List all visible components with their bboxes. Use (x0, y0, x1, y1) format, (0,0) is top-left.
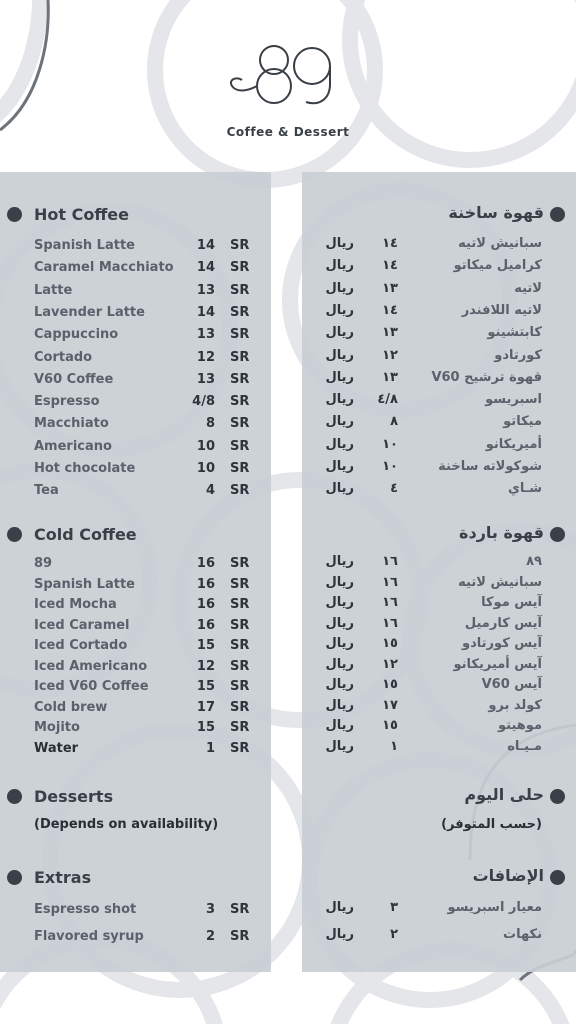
menu-item-row-ar (302, 718, 576, 738)
menu-item-name: Iced Caramel (34, 617, 130, 633)
section-bullet (550, 527, 565, 542)
menu-item-price: 2 (205, 928, 215, 944)
menu-item-name-ar: آيس V60 (481, 677, 542, 692)
menu-item-row-ar (302, 698, 576, 718)
menu-item-name: Iced Americano (34, 658, 148, 674)
menu-item-name-ar: قهوة ترشيح V60 (431, 369, 542, 385)
menu-item-name-ar: معيار اسبريسو (447, 900, 542, 915)
menu-item-price-ar: ١٣ (382, 369, 398, 385)
menu-item-price: 16 (196, 617, 215, 633)
menu-item-price: 3 (205, 902, 215, 917)
menu-item-row (0, 439, 271, 459)
menu-item-row-ar (302, 370, 576, 390)
menu-item-name: Hot chocolate (34, 461, 136, 476)
menu-item-row (0, 416, 271, 436)
currency-label: SR (230, 461, 250, 476)
menu-item-price-ar: ١ (390, 738, 398, 754)
menu-item-name: Iced V60 Coffee (34, 679, 149, 694)
menu-item-price: 14 (196, 238, 215, 253)
currency-label: SR (230, 658, 250, 674)
menu-item-price: 15 (196, 679, 215, 694)
menu-item-name-ar: شـاي (507, 481, 542, 497)
menu-item-row-ar (302, 414, 576, 434)
logo-mark (226, 40, 350, 110)
menu-item-name: V60 Coffee (34, 371, 114, 387)
menu-item-name-ar: نكهات (503, 926, 542, 942)
currency-label-ar: ريال (325, 697, 354, 713)
menu-item-row-ar (302, 281, 576, 301)
menu-item-price: 8 (205, 416, 215, 432)
currency-label-ar: ريال (325, 369, 354, 385)
menu-item-row-ar (302, 554, 576, 574)
menu-item-row (0, 679, 271, 699)
menu-item-name-ar: آيس موكا (481, 595, 542, 610)
menu-item-name: Iced Mocha (34, 597, 117, 612)
section-title-cold-coffee: Cold Coffee (34, 525, 137, 544)
menu-item-row-ar (302, 657, 576, 677)
menu-item-price: 12 (196, 349, 215, 365)
menu-item-name: Mojito (34, 720, 80, 735)
menu-item-price: 17 (196, 699, 215, 715)
menu-item-price-ar: ١٦ (382, 595, 398, 610)
section-bullet (550, 789, 565, 804)
currency-label: SR (230, 438, 250, 454)
menu-item-price-ar: ١٧ (382, 697, 398, 713)
menu-item-row (0, 577, 271, 597)
menu-item-row-ar (302, 325, 576, 345)
currency-label: SR (230, 394, 250, 410)
menu-item-price-ar: ١٣ (382, 280, 398, 296)
menu-item-name-ar: مـيـاه (507, 738, 542, 754)
menu-item-price-ar: ١٥ (382, 718, 398, 733)
section-title-hot-coffee-ar: قهوة ساخنة (448, 203, 544, 222)
currency-label-ar: ريال (325, 718, 354, 733)
menu-item-row-ar (302, 258, 576, 278)
menu-item-row (0, 483, 271, 503)
menu-item-price: 4/8 (192, 394, 215, 410)
section-title-extras-ar: الإضافات (472, 866, 544, 885)
menu-item-row (0, 929, 271, 949)
currency-label-ar: ريال (325, 615, 354, 631)
menu-item-row-ar (302, 459, 576, 479)
menu-item-price: 16 (196, 576, 215, 592)
currency-label: SR (230, 928, 250, 944)
menu-item-name: Lavender Latte (34, 304, 145, 320)
menu-item-row-ar (302, 900, 576, 920)
currency-label-ar: ريال (325, 236, 354, 251)
menu-item-price: 16 (196, 597, 215, 612)
menu-item-row (0, 350, 271, 370)
menu-item-price: 13 (196, 327, 215, 343)
menu-item-price-ar: ١٤ (382, 258, 398, 274)
menu-item-row-ar (302, 739, 576, 759)
currency-label: SR (230, 597, 250, 612)
currency-label-ar: ريال (325, 436, 354, 452)
section-bullet (550, 207, 565, 222)
menu-item-price-ar: ١٦ (382, 574, 398, 590)
menu-item-price: 13 (196, 371, 215, 387)
currency-label-ar: ريال (325, 900, 354, 915)
currency-label: SR (230, 282, 250, 298)
menu-item-row (0, 638, 271, 658)
section-bullet (550, 870, 565, 885)
menu-item-price-ar: ٣ (390, 900, 398, 915)
menu-item-row-ar (302, 236, 576, 256)
currency-label-ar: ريال (325, 738, 354, 754)
menu-item-row (0, 902, 271, 922)
menu-item-row (0, 720, 271, 740)
menu-item-name-ar: ٨٩ (526, 554, 542, 569)
menu-item-row (0, 741, 271, 761)
menu-item-name: Espresso (34, 394, 100, 410)
currency-label-ar: ريال (325, 481, 354, 497)
section-bullet (7, 870, 22, 885)
section-title-cold-coffee-ar: قهوة باردة (459, 523, 544, 542)
menu-item-row (0, 618, 271, 638)
section-bullet (7, 207, 22, 222)
menu-item-price-ar: ٤/٨ (377, 392, 398, 408)
menu-item-row (0, 283, 271, 303)
menu-item-name: Caramel Macchiato (34, 260, 174, 276)
menu-item-name: Cold brew (34, 699, 108, 715)
menu-item-price: 10 (196, 461, 215, 476)
currency-label-ar: ريال (325, 459, 354, 474)
menu-item-name: Spanish Latte (34, 576, 135, 592)
currency-label: SR (230, 556, 250, 571)
menu-item-row (0, 597, 271, 617)
menu-item-price-ar: ١٢ (382, 347, 398, 363)
currency-label: SR (230, 238, 250, 253)
menu-item-name: Macchiato (34, 416, 109, 432)
menu-item-name: Tea (34, 483, 59, 499)
menu-item-name-ar: آيس كارميل (464, 615, 542, 631)
menu-item-price: 14 (196, 260, 215, 276)
menu-item-name: Iced Cortado (34, 638, 128, 653)
menu-item-name-ar: آيس كورتادو (462, 636, 542, 651)
section-bullet (7, 789, 22, 804)
currency-label-ar: ريال (325, 595, 354, 610)
section-bullet (7, 527, 22, 542)
currency-label-ar: ريال (325, 656, 354, 672)
currency-label: SR (230, 576, 250, 592)
menu-item-name: Espresso shot (34, 902, 137, 917)
menu-item-name-ar: لاتيه اللافندر (461, 302, 542, 318)
currency-label-ar: ريال (325, 325, 354, 341)
currency-label: SR (230, 679, 250, 694)
section-title-hot-coffee: Hot Coffee (34, 205, 129, 224)
menu-item-row (0, 305, 271, 325)
menu-item-row-ar (302, 636, 576, 656)
menu-item-row-ar (302, 481, 576, 501)
menu-item-name-ar: سبانيش لاتيه (458, 236, 542, 251)
menu-item-price-ar: ١٠ (382, 459, 398, 474)
menu-item-row (0, 372, 271, 392)
menu-item-price-ar: ١٦ (382, 554, 398, 569)
menu-item-name-ar: اسبريسو (485, 392, 542, 408)
currency-label-ar: ريال (325, 554, 354, 569)
section-title-extras: Extras (34, 868, 92, 887)
currency-label-ar: ريال (325, 347, 354, 363)
menu-item-row-ar (302, 616, 576, 636)
menu-item-price-ar: ٨ (390, 414, 398, 430)
menu-item-price: 15 (196, 720, 215, 735)
menu-item-row-ar (302, 595, 576, 615)
brand-tagline: Coffee & Dessert (226, 125, 350, 139)
menu-item-row (0, 700, 271, 720)
menu-item-price-ar: ٤ (390, 481, 398, 497)
currency-label: SR (230, 327, 250, 343)
menu-item-price-ar: ١٥ (382, 677, 398, 692)
menu-item-row (0, 461, 271, 481)
currency-label: SR (230, 349, 250, 365)
menu-item-name: 89 (34, 556, 53, 571)
menu-item-row (0, 659, 271, 679)
menu-item-name-ar: كابتشينو (487, 325, 542, 341)
menu-item-price-ar: ١٤ (382, 302, 398, 318)
section-title-desserts-ar: حلى اليوم (464, 785, 544, 804)
menu-item-row-ar (302, 348, 576, 368)
menu-item-price: 4 (205, 483, 215, 499)
menu-item-row-ar (302, 677, 576, 697)
currency-label: SR (230, 699, 250, 715)
menu-item-row-ar (302, 575, 576, 595)
menu-item-name: Spanish Latte (34, 238, 135, 253)
menu-item-price: 16 (196, 556, 215, 571)
currency-label-ar: ريال (325, 677, 354, 692)
menu-item-name-ar: شوكولاته ساخنة (438, 459, 542, 474)
menu-item-name: Cappuccino (34, 327, 119, 343)
currency-label-ar: ريال (325, 392, 354, 408)
currency-label-ar: ريال (325, 258, 354, 274)
menu-item-row (0, 327, 271, 347)
currency-label-ar: ريال (325, 636, 354, 651)
currency-label-ar: ريال (325, 414, 354, 430)
menu-item-name-ar: لاتيه (514, 280, 542, 296)
menu-item-name-ar: كراميل ميكاتو (453, 258, 542, 274)
menu-item-price-ar: ١٤ (382, 236, 398, 251)
menu-item-name: Americano (34, 438, 112, 454)
menu-item-name-ar: كولد برو (488, 697, 542, 713)
menu-item-name-ar: ميكاتو (503, 414, 542, 430)
menu-item-price-ar: ١٥ (382, 636, 398, 651)
menu-item-name-ar: موهيتو (498, 718, 542, 733)
currency-label-ar: ريال (325, 926, 354, 942)
desserts-note-ar: (حسب المتوفر) (441, 817, 542, 832)
menu-item-price: 15 (196, 638, 215, 653)
currency-label: SR (230, 740, 250, 756)
currency-label: SR (230, 304, 250, 320)
menu-item-name: Water (34, 740, 79, 756)
currency-label: SR (230, 617, 250, 633)
currency-label-ar: ريال (325, 280, 354, 296)
menu-item-name: Latte (34, 282, 73, 298)
menu-item-price: 13 (196, 282, 215, 298)
menu-item-price-ar: ١٦ (382, 615, 398, 631)
currency-label: SR (230, 638, 250, 653)
currency-label: SR (230, 371, 250, 387)
menu-item-name-ar: أميريكانو (485, 436, 542, 452)
menu-item-price: 10 (196, 438, 215, 454)
currency-label: SR (230, 416, 250, 432)
brand-logo (0, 30, 576, 145)
menu-item-row-ar (302, 927, 576, 947)
currency-label-ar: ريال (325, 302, 354, 318)
menu-item-row (0, 238, 271, 258)
menu-item-row (0, 556, 271, 576)
menu-item-name: Flavored syrup (34, 928, 144, 944)
menu-item-name: Cortado (34, 349, 93, 365)
menu-item-row (0, 260, 271, 280)
menu-item-name-ar: آيس أميريكانو (453, 656, 542, 672)
menu-item-row (0, 394, 271, 414)
menu-item-row-ar (302, 303, 576, 323)
menu-item-name-ar: كورتادو (494, 347, 542, 363)
menu-item-price-ar: ١٠ (382, 436, 398, 452)
currency-label: SR (230, 902, 250, 917)
menu-item-name-ar: سبانيش لاتيه (458, 574, 542, 590)
menu-item-row-ar (302, 392, 576, 412)
section-title-desserts: Desserts (34, 787, 114, 806)
currency-label: SR (230, 260, 250, 276)
currency-label-ar: ريال (325, 574, 354, 590)
desserts-note-en: (Depends on availability) (34, 817, 219, 832)
currency-label: SR (230, 720, 250, 735)
menu-item-price-ar: ١٢ (382, 656, 398, 672)
menu-item-price: 14 (196, 304, 215, 320)
currency-label: SR (230, 483, 250, 499)
menu-item-row-ar (302, 437, 576, 457)
menu-item-price: 1 (205, 740, 215, 756)
menu-item-price: 12 (196, 658, 215, 674)
menu-item-price-ar: ٢ (390, 926, 398, 942)
menu-item-price-ar: ١٣ (382, 325, 398, 341)
